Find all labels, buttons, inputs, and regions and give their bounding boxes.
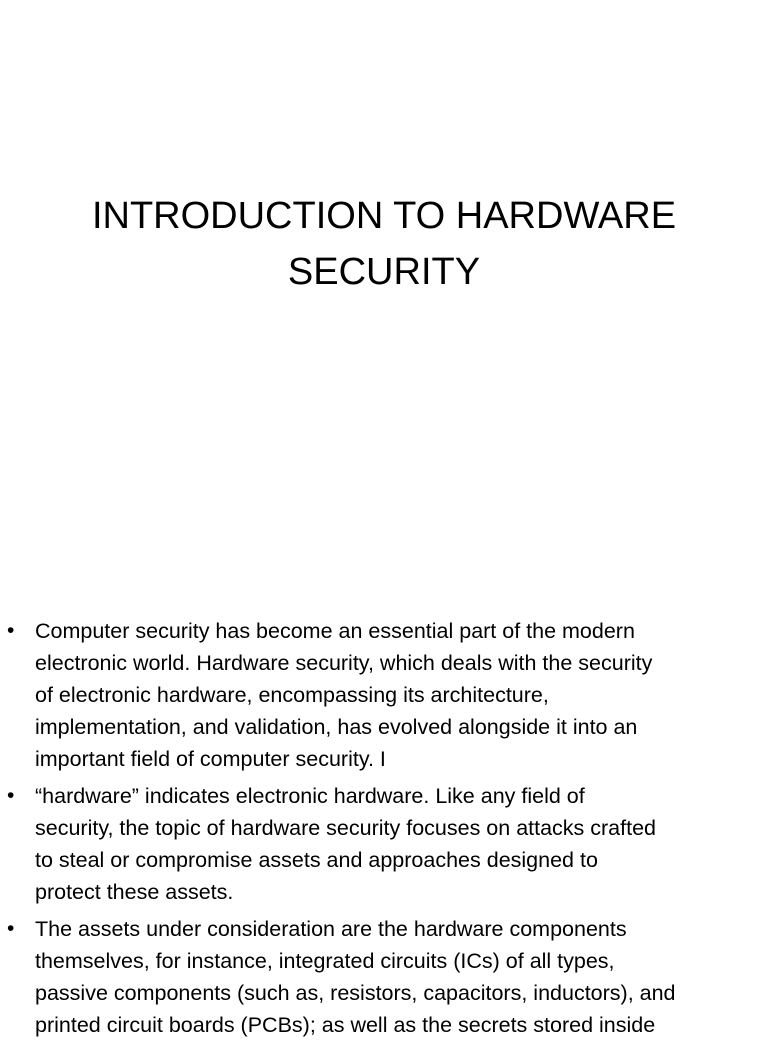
bullet-2-line-4: protect these assets.: [35, 880, 234, 904]
bullet-2-line-1: “hardware” indicates electronic hardware. Like any field of: [35, 784, 585, 808]
bullet-2-line-3: to steal or compromise assets and approaches designed to: [35, 848, 598, 872]
slide-title-line-1: INTRODUCTION TO HARDWARE: [91, 195, 677, 237]
bullet-icon: •: [7, 619, 15, 642]
slide-title: [40, 188, 728, 300]
bullet-icon: •: [7, 784, 15, 807]
bullet-item-3: [0, 913, 768, 1041]
bullet-1-line-3: of electronic hardware, encompassing its architecture,: [35, 683, 549, 707]
bullet-3-line-3: passive components (such as, resistors, capacitors, inductors), and: [35, 981, 676, 1005]
bullet-item-1: [0, 615, 768, 775]
bullet-3-line-2: themselves, for instance, integrated circuits (ICs) of all types,: [35, 949, 615, 973]
bullet-icon: •: [7, 917, 15, 940]
slide-title-line-2: SECURITY: [287, 251, 481, 293]
bullet-2-line-2: security, the topic of hardware security focuses on attacks crafted: [35, 816, 657, 840]
bullet-3-line-1: The assets under consideration are the hardware components: [35, 917, 627, 941]
bullet-1-line-4: implementation, and validation, has evolved alongside it into an: [35, 715, 638, 739]
bullet-item-2: [0, 780, 768, 908]
bullet-1-line-1: Computer security has become an essential part of the modern: [35, 619, 635, 643]
bullet-list: [0, 615, 768, 1046]
bullet-1-line-5: important field of computer security. I: [35, 747, 386, 771]
bullet-3-line-4: printed circuit boards (PCBs); as well as the secrets stored inside: [35, 1013, 656, 1037]
bullet-1-line-2: electronic world. Hardware security, which deals with the security: [35, 651, 653, 675]
